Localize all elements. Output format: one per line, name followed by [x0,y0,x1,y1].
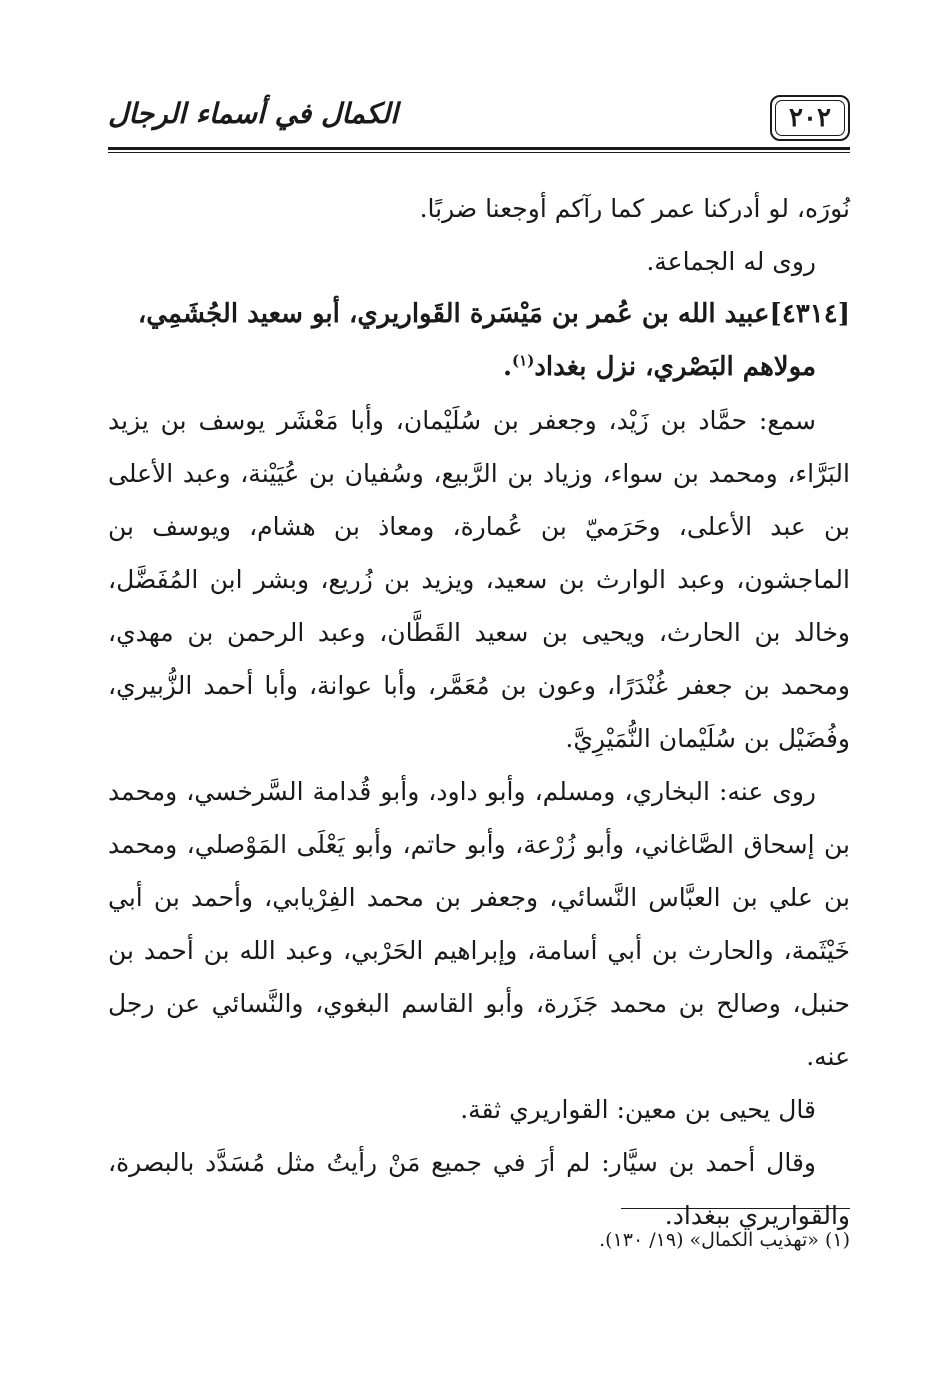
page-number: ٢٠٢ [770,95,850,141]
entry-end: . [502,352,513,382]
entry-heading [108,288,850,394]
paragraph-quote: وقال أحمد بن سيَّار: لم أرَ في جميع مَنْ رأيتُ مثل مُسَدَّد بالبصرة، والقواريري ببغداد. [108,1148,850,1230]
paragraph-students: روى عنه: البخاري، ومسلم، وأبو داود، وأبو قُدامة السَّرخسي، ومحمد بن إسحاق الصَّاغاني، وأبو زُرْعة، وأبو حاتم، وأبو يَعْلَى المَوْصلي، ومحمد بن علي بن العبَّاس النَّسائي، وجعفر بن محمد الفِرْيابي، وأحمد بن أبي خَيْثَمة، والحارث بن أبي أسامة، وإبراهيم الحَرْبي، وعبد الله بن أحمد بن حنبل، وصالح بن محمد جَزَرة، وأبو القاسم البغوي، والنَّسائي عن رجل عنه. [108,777,850,1071]
header-rule [108,147,850,150]
main-text [108,182,850,1242]
header-rule-thin [108,152,850,153]
footnote: (١) «تهذيب الكمال» (١٩/ ١٣٠). [599,1229,850,1251]
entry-name-continued: مولاهم البَصْري، نزل بغداد [534,352,816,382]
footnote-rule [621,1208,850,1209]
book-title: الكمال في أسماء الرجال [108,97,398,130]
footnote-ref: (١) [512,351,535,370]
entry-number: [٤٣١٤] [769,299,850,329]
page-header [108,95,850,153]
paragraph: روى له الجماعة. [646,247,816,276]
paragraph-quote: قال يحيى بن معين: القواريري ثقة. [460,1095,816,1124]
entry-name: عبيد الله بن عُمر بن مَيْسَرة القَواريري، أبو سعيد الجُشَمِي، [137,299,770,329]
paragraph-teachers: سمع: حمَّاد بن زَيْد، وجعفر بن سُلَيْمان، وأبا مَعْشَر يوسف بن يزيد البَرَّاء، ومحمد بن سواء، وزياد بن الرَّبيع، وسُفيان بن عُيَيْنة، وعبد الأعلى بن عبد الأعلى، وحَرَميّ بن عُمارة، ومعاذ بن هشام، ويوسف بن الماجشون، وعبد الوارث بن سعيد، ويزيد بن زُريع، وبشر ابن المُفَضَّل، وخالد بن الحارث، ويحيى بن سعيد القَطَّان، وعبد الرحمن بن مهدي، ومحمد بن جعفر غُنْدَرًا، وعون بن مُعَمَّر، وأبا عوانة، وأبا أحمد الزُّبيري، وفُضَيْل بن سُلَيْمان النُّمَيْرِيَّ. [108,406,851,753]
entry-name-line2 [108,341,850,394]
paragraph: نُورَه، لو أدركنا عمر كما رآكم أوجعنا ضربًا. [419,194,850,223]
